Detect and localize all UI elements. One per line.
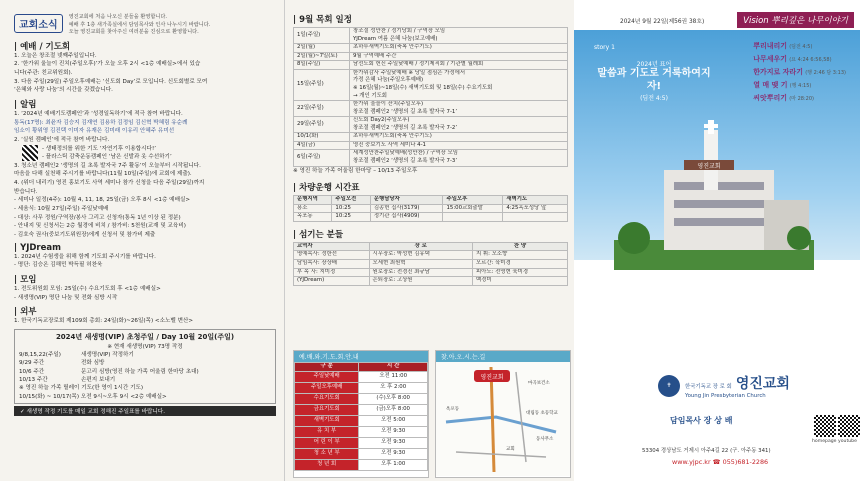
schedule-event: ※ 16일(월)~18일(수) 새벽기도회 및 18일(수) 수요기도회 — [353, 84, 493, 91]
serve-heading: | 섬기는 분들 — [293, 229, 344, 240]
car-table — [293, 195, 568, 222]
schedule-event: 창조절 성만찬 / 정기당회 / 구역장 모임 — [353, 28, 446, 34]
yjdream-heading: | YJDream — [14, 242, 61, 253]
schedule-date: 29일(주일) — [294, 117, 350, 133]
wt-header: 시 간 — [359, 363, 428, 372]
news-intro — [69, 14, 211, 37]
serve-header: 교역자 — [294, 242, 370, 251]
table-row: 부 목 사: 지미정 원로장로: 전경진 최규남 피아노: 전영현 육미경 — [294, 268, 568, 277]
vision-banner: Vision 뿌리깊은 나무이야기 — [737, 12, 854, 28]
service-name: 청 소 년 부 — [295, 448, 359, 459]
vision-list — [753, 40, 846, 105]
yjdream-line: - 명단: 김승온 김해민 박득필 허찬욱 — [14, 262, 103, 269]
meeting-line: 1. 전도위원회 모임: 25일(수) 수요기도회 후 <1층 예배실> — [14, 286, 161, 293]
wt-header: 구 분 — [295, 363, 359, 372]
service-name: 주일오후예배 — [295, 382, 359, 393]
news-intro-line: 예배 후 1층 새가족실에서 담임목사와 인사 나누시기 바랍니다. — [68, 21, 211, 28]
cover-panel — [574, 0, 860, 481]
story-number: story 1 — [594, 44, 615, 51]
schedule-events — [350, 101, 568, 117]
pastor-name: 담임목사 장 상 배 — [670, 416, 733, 425]
worship-time-row — [295, 393, 428, 404]
map-box — [435, 350, 571, 478]
worship-time-row — [295, 371, 428, 382]
youtube-qr-icon[interactable] — [838, 415, 860, 437]
car-header: 운행담당자 — [370, 196, 443, 205]
schedule-date: 1일(주일) — [294, 28, 350, 44]
worship-line: 2. ‘한가위 울늘이 진치(주일오후)’가 오늘 오후 2시 <1층 예배실>에서 있습 — [14, 61, 201, 68]
worship-line: 1. 오늘은 창조절 넷째주일입니다. — [14, 52, 97, 59]
service-name: 어 린 이 부 — [295, 437, 359, 448]
car-header: 운행지역 — [294, 196, 332, 205]
schedule-events — [350, 141, 568, 150]
schedule-events — [350, 150, 568, 166]
meeting-line: - 새생명(VIP) 명단 나눔 및 전화 심방 시작 — [14, 294, 118, 301]
map-label: 대림동 초등학교 — [526, 411, 558, 416]
notice-line: - 안내지 및 신청서는 2층 월경에 비치 / 참가비: 5천원(교재 및 교육비) — [14, 223, 186, 230]
outside-line: 1. 한국기독교장로회 제109회 총회: 24일(화)~26일(목) <소노벨 변산> — [14, 318, 194, 325]
campaign-row — [14, 145, 276, 162]
notice-heading: | 알림 — [14, 99, 37, 110]
map-title: 찾.아.오.시.는.길 — [436, 351, 570, 362]
serve-header: 찬 양 — [472, 242, 567, 251]
qr-code-icon[interactable] — [22, 145, 38, 161]
schedule-date: 22일(주일) — [294, 101, 350, 117]
notice-line: 통독(17명): 최윤자 김승지 김재연 김용하 김정임 김신혁 박혜림 유순례 — [14, 119, 188, 126]
story-year: 2024년 표어 — [636, 61, 672, 68]
worship-times-box — [293, 350, 429, 478]
notice-line: - 김호숙 권사(중보기도위원장)에게 신청서 및 참가비 제출 — [14, 232, 156, 239]
schedule-event: 가정 은혜 나눔(주일오후예배) — [353, 77, 424, 84]
church-building-image — [614, 120, 814, 270]
service-time: 오전 11:00 — [359, 371, 428, 382]
service-time: 오전 9:30 — [359, 426, 428, 437]
denomination: 한국기독교 장 로 회 — [685, 384, 732, 390]
schedule-event: 신도회 Day2(주일오후) — [353, 117, 410, 124]
yjdream-line: 1. 2024년 수험생을 위해 함께 기도회 주시기를 바랍니다. — [14, 253, 156, 260]
schedule-row — [294, 52, 568, 61]
cover-header — [574, 10, 860, 30]
schedule-date: 4일(금) — [294, 141, 350, 150]
service-name: 주일낮예배 — [295, 371, 359, 382]
bulletin-date: 2024년 9월 22일(제56권 38호) — [620, 18, 705, 25]
worship-time-row — [295, 415, 428, 426]
worship-time-row — [295, 382, 428, 393]
table-row: 옥포동 10:25 정기관 집사(4909) — [294, 213, 568, 222]
car-header: 새벽기도 — [503, 196, 568, 205]
worship-line: 니다(주관: 친교위원회). — [14, 69, 73, 76]
location-map[interactable] — [436, 362, 570, 476]
notice-line: - 세움식: 10월 27일(주일) 주일낮예배 — [14, 206, 109, 213]
schedule-date: 2일(월)~7일(토) — [294, 52, 350, 61]
schedule-panel — [284, 0, 574, 481]
worship-heading: | 예배 / 기도회 — [14, 41, 71, 52]
service-time: (수)오후 8:00 — [359, 393, 428, 404]
schedule-row — [294, 141, 568, 150]
schedule-events — [350, 44, 568, 53]
schedule-row — [294, 150, 568, 166]
outside-heading: | 외부 — [14, 307, 37, 318]
car-header: 주일오후 — [443, 196, 503, 205]
worship-times-table — [294, 362, 428, 471]
map-label: 영진교회 — [480, 374, 504, 381]
vip-row: 10/6 주간 문고리 심방(영진 하늘 가족 어울림 한마당 초대) — [19, 368, 199, 375]
schedule-heading: | 9월 목회 일정 — [293, 15, 352, 25]
schedule-event: 창조절 캠페인2 ‘생명의 길 초록 발자국 7-1’ — [353, 108, 458, 115]
schedule-event: 세계성만찬주일낮예배(성만찬) / 구역장 모임 — [353, 150, 458, 157]
schedule-event: 창조절 캠페인2 ‘생명의 길 초록 발자국 7-2’ — [353, 124, 458, 131]
worship-line: ‘은혜와 사랑 나눔’의 시간을 갖겠습니다. — [14, 87, 113, 94]
vision-item: 나무세우기 (요 4:24 6:56,58) — [753, 54, 832, 63]
notice-line: - 플라스틱 감축운동캠페인 ‘남은 신발과 옷 수선하기’ — [42, 154, 172, 161]
church-emblem-icon: ✝ — [658, 375, 680, 397]
story-block — [594, 44, 714, 102]
schedule-event: YJDream 여름 은혜 나눔(보고예배) — [353, 35, 438, 42]
service-time: 오후 1:00 — [359, 459, 428, 470]
schedule-event: 9월 구역예배 주간 — [353, 52, 397, 59]
worship-times-title: 예.배.와.기.도.회.안.내 — [294, 351, 428, 362]
service-name: 유 치 부 — [295, 426, 359, 437]
table-row: 용소 10:25 김종헌 집사(3179) 15:00교회출발 4:25옥포성당 앞 — [294, 204, 568, 213]
schedule-event: → 개인 기도회 — [353, 92, 387, 99]
church-logo — [658, 373, 790, 399]
service-time: 오전 5:00 — [359, 415, 428, 426]
service-name: 새벽기도회 — [295, 415, 359, 426]
serve-header: 장 로 — [369, 242, 472, 251]
church-address: 53304 경상남도 거제시 아주4길 22 (구. 아주동 341) — [642, 448, 771, 454]
notice-line: 3. 청소년 캠페인2 ‘생명의 길 초록 발자국 7주 활동’이 오늘부터 시작됩니다. — [14, 162, 201, 169]
worship-time-row — [295, 437, 428, 448]
schedule-event: 한가위 울늘이 잔치(주일오후) — [353, 101, 424, 108]
vip-row: 9/8,15,22(주일) 새생명(VIP) 작정하기 — [19, 351, 134, 358]
motto-text: 말씀과 기도로 거룩하여지자! — [597, 68, 711, 92]
worship-time-row — [295, 459, 428, 470]
news-header — [14, 14, 276, 37]
schedule-events — [350, 52, 568, 61]
table-row: (YJDream) 은퇴장로: 고상원 백경미 — [294, 277, 568, 286]
serve-table — [293, 242, 568, 286]
news-intro-line: 영진교회에 처음 나오신 분들을 환영합니다. — [68, 14, 168, 20]
vip-note: 10/15(화) ~ 10/17(목) 오전 9시~오후 9시 <2층 예배실> — [19, 393, 167, 400]
worship-time-row — [295, 404, 428, 415]
car-header: 주일오전 — [332, 196, 370, 205]
vision-item: 뿌리내리기 (딤전 4:5) — [753, 42, 813, 50]
notice-line: - 생태정의를 위한 기도 ‘자연기후 이용합시다!’ — [42, 145, 156, 152]
map-label: 동사무소 — [536, 437, 554, 442]
vip-note: ※ 영진 하늘 가족 릴레이 기도(한 영이 1시간 기도) — [19, 385, 144, 392]
church-name: 영진교회 — [735, 376, 790, 392]
schedule-row — [294, 61, 568, 70]
homepage-qr-icon[interactable] — [814, 415, 836, 437]
news-panel — [0, 0, 284, 481]
worship-time-row — [295, 448, 428, 459]
news-intro-line: 오늘 영진교회를 찾아주신 여러분을 진심으로 환영합니다. — [68, 29, 199, 36]
service-name: 청 년 회 — [295, 459, 359, 470]
vip-title: 2024년 새생명(VIP) 초청주일 / Day 10월 20일(주일) — [55, 333, 235, 341]
map-label: 마곡보건소 — [528, 381, 550, 386]
notice-line: 2. ‘실원 캠페인’에 적극 참여 바랍니다. — [14, 136, 110, 143]
notice-line: 임소이 황위영 김진택 이미자 유재은 김미래 이유리 안혜주 유미선 — [14, 128, 175, 135]
map-label: 교회 — [506, 447, 515, 452]
schedule-event: 초하루새벽기도회(축복 안수기도) — [353, 133, 432, 140]
worship-line: 3. 다음 주일(29일) 주일오후예배는 ‘신도회 Day’로 모입니다. 신도회별로 모여 — [14, 78, 208, 85]
notice-line: - 세미나 일정(4주): 10월 4, 11, 18, 25일(금) 오후 8시 <1층 예배실> — [14, 197, 191, 204]
schedule-table — [293, 27, 568, 167]
schedule-events — [350, 61, 568, 70]
vision-item: 씨앗뿌리기 (마 28:20) — [753, 93, 814, 102]
service-time: (금)오후 8:00 — [359, 404, 428, 415]
schedule-row — [294, 69, 568, 100]
car-heading: | 차량운행 시간표 — [293, 183, 360, 194]
news-title: 교회소식 — [14, 14, 63, 33]
notice-line: 4. (위더 내리기) 영진 홍보기도 사역 세미나 참가 신청을 다음 주일(29일)까지 — [14, 180, 205, 187]
notice-line: 마음을 다해 실천해 주시기를 바랍니다(11월 10일(주일)에 교회에 제출). — [14, 171, 192, 178]
map-label: 옥포동 — [446, 407, 460, 412]
vip-subtitle: ※ 현재 새생명(VIP) 73명 작정 — [107, 343, 183, 350]
service-name: 금요기도회 — [295, 404, 359, 415]
vip-box — [14, 329, 276, 404]
schedule-events — [350, 133, 568, 142]
service-time: 오전 9:30 — [359, 448, 428, 459]
motto-reference: (딤전 4:5) — [640, 95, 668, 102]
notice-line: 받습니다. — [14, 188, 38, 195]
schedule-date: 10/1(화) — [294, 133, 350, 142]
church-contact[interactable]: www.yjpc.kr ☎ 055)681-2286 — [672, 458, 769, 466]
vision-item: 한가지로 자라기 (행 2:46 담 3:13) — [753, 67, 846, 76]
qr-label: youtube — [838, 439, 857, 444]
schedule-date: 2일(월) — [294, 44, 350, 53]
schedule-note: ※ 영진 하늘 가족 어울림 한마당 – 10/13 주일오후 — [293, 167, 418, 174]
service-name: 수요기도회 — [295, 393, 359, 404]
service-time: 오 후 2:00 — [359, 382, 428, 393]
schedule-date: 8일(주일) — [294, 61, 350, 70]
service-time: 오전 9:30 — [359, 437, 428, 448]
bottom-banner: ✓ 새생명 작정 기도를 매일 교회 정해진 주일표를 바랍니다. — [14, 406, 276, 416]
schedule-events — [350, 69, 568, 100]
schedule-date: 6일(주일) — [294, 150, 350, 166]
church-english-name: Young Jin Presbyterian Church — [685, 393, 766, 399]
schedule-row — [294, 101, 568, 117]
notice-line: 1. ‘2024년 예배기도캠페인’과 ‘성경일독하기’에 적극 참여 바랍니다. — [14, 110, 183, 117]
schedule-row — [294, 133, 568, 142]
schedule-event: 남선도회 헌신 주일낮예배 / 정기제직회 / 기관별 월례회 — [353, 61, 484, 68]
notice-line: - 대상: 사무 정원/구역장/봉사 그리고 신청자(통독 1년 이상 된 정분) — [14, 214, 181, 221]
schedule-events — [350, 117, 568, 133]
building-sign: 영진교회 — [697, 163, 721, 170]
qr-label: homepage — [812, 439, 837, 444]
schedule-date: 15일(주일) — [294, 69, 350, 100]
worship-time-row — [295, 426, 428, 437]
schedule-row — [294, 117, 568, 133]
schedule-event: 한가위감사 주일낮예배 ※ 당일 점심은 가정에서 — [353, 69, 466, 76]
table-row: 담임목사: 장상배 오세현 최원혁 오르간: 육미경 — [294, 260, 568, 269]
meeting-heading: | 모임 — [14, 275, 37, 286]
vip-row: 9/29 주간 전화 심방 — [19, 360, 105, 367]
schedule-event: 창조절 캠페인2 ‘생명의 길 초록 발자국 7-3’ — [353, 158, 458, 164]
table-row: 명예목사: 정한선 시무장로: 박성현 김유택 지 휘: 오소향 — [294, 251, 568, 260]
schedule-event: 초하루새벽기도회(축복 안수기도) — [353, 44, 432, 51]
schedule-event: 영진 중보기도 사역 세미나 4-1 — [353, 141, 426, 148]
vision-item: 열 매 맺 기 (행 4:15) — [753, 80, 812, 89]
vip-row: 10/13 주간 손편지 보내기 — [19, 377, 116, 384]
schedule-row — [294, 44, 568, 53]
schedule-row — [294, 28, 568, 44]
schedule-events — [350, 28, 568, 44]
